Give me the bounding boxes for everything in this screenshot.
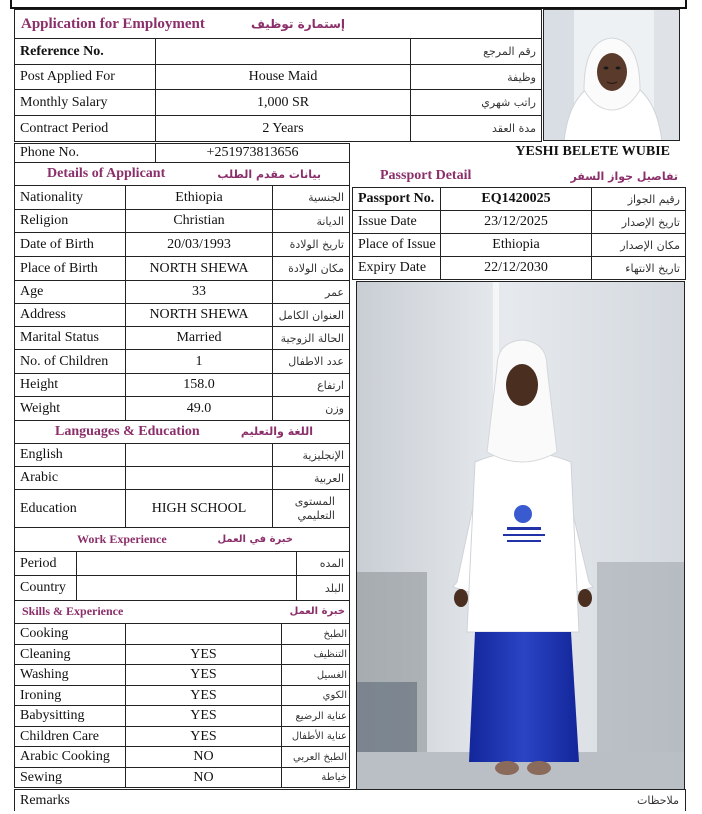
- skill-row-label-ar: التنظيف: [281, 644, 350, 665]
- work-row-value: [76, 575, 297, 601]
- work-row-value: [76, 551, 297, 576]
- passport-row-label: Place of Issue: [352, 233, 441, 257]
- applicant-row-label-ar: وزن: [272, 396, 350, 421]
- language-row-label: Arabic: [14, 466, 126, 490]
- passport-title-en: Passport Detail: [380, 168, 472, 183]
- skill-row-label: Babysitting: [14, 705, 126, 727]
- portrait-photo: [543, 9, 680, 141]
- applicant-row-label: Religion: [14, 209, 126, 233]
- skill-row-value: [125, 623, 282, 645]
- top-row-label-ar: رقم المرجع: [410, 38, 542, 65]
- passport-row-label-ar: تاريخ الانتهاء: [591, 256, 686, 280]
- applicant-row-label: Nationality: [14, 185, 126, 210]
- work-section-title: [14, 528, 350, 551]
- skill-row-value: YES: [125, 644, 282, 665]
- passport-row-value: 22/12/2030: [440, 256, 592, 280]
- skill-row-value: NO: [125, 746, 282, 768]
- education-label-ar: [272, 489, 350, 528]
- skill-row-label-ar: عناية الأطفال: [281, 726, 350, 747]
- top-row-label: Post Applied For: [14, 64, 156, 90]
- applicant-row-label: Address: [14, 303, 126, 327]
- applicant-title-en: Details of Applicant: [47, 166, 166, 181]
- phone-label: Phone No.: [14, 143, 156, 163]
- form-title-en: Application for Employment: [21, 15, 205, 32]
- applicant-row-label-ar: الجنسية: [272, 185, 350, 210]
- applicant-row-value: 20/03/1993: [125, 232, 273, 257]
- applicant-row-label-ar: الحالة الزوجية: [272, 326, 350, 350]
- languages-title-en: Languages & Education: [55, 423, 200, 439]
- language-row-value: [125, 443, 273, 467]
- form-title-ar: إستمارة توظيف: [250, 17, 345, 31]
- candidate-name: YESHI BELETE WUBIE: [515, 144, 670, 159]
- passport-row-label-ar: تاريخ الإصدار: [591, 210, 686, 234]
- language-row-label-ar: العربية: [272, 466, 350, 490]
- passport-section-title: [352, 165, 686, 187]
- skill-row-label-ar: الغسيل: [281, 664, 350, 686]
- applicant-row-label: Marital Status: [14, 326, 126, 350]
- applicant-row-value: 1: [125, 349, 273, 374]
- work-row-label: Period: [14, 551, 77, 576]
- applicant-row-label: Date of Birth: [14, 232, 126, 257]
- skill-row-label: Ironing: [14, 685, 126, 706]
- full-body-photo: [356, 281, 685, 790]
- top-frame-line: [10, 0, 687, 9]
- applicant-row-label: No. of Children: [14, 349, 126, 374]
- language-row-value: [125, 466, 273, 490]
- remarks-label: Remarks: [20, 792, 70, 808]
- work-row-label-ar: المده: [296, 551, 350, 576]
- languages-section-title: [14, 420, 350, 443]
- language-row-label-ar: الإنجليزية: [272, 443, 350, 467]
- top-row-label: Monthly Salary: [14, 89, 156, 116]
- skill-row-label: Children Care: [14, 726, 126, 747]
- education-value: HIGH SCHOOL: [125, 489, 273, 528]
- applicant-row-label-ar: ارتفاع: [272, 373, 350, 397]
- skill-row-label-ar: الطبخ العربي: [281, 746, 350, 768]
- applicant-row-value: Ethiopia: [125, 185, 273, 210]
- skill-row-value: NO: [125, 767, 282, 788]
- skill-row-label: Arabic Cooking: [14, 746, 126, 768]
- applicant-row-value: Married: [125, 326, 273, 350]
- skill-row-value: YES: [125, 685, 282, 706]
- portrait-image: [544, 10, 680, 141]
- applicant-row-label: Age: [14, 280, 126, 304]
- top-row-value: 2 Years: [155, 115, 411, 142]
- passport-row-value: 23/12/2025: [440, 210, 592, 234]
- applicant-row-label: Height: [14, 373, 126, 397]
- skills-title-en: Skills & Experience: [22, 604, 124, 618]
- applicant-row-label-ar: العنوان الكامل: [272, 303, 350, 327]
- skill-row-value: YES: [125, 705, 282, 727]
- skill-row-label-ar: الكوي: [281, 685, 350, 706]
- skills-section-title: [14, 600, 350, 623]
- passport-row-value: EQ1420025: [440, 187, 592, 211]
- applicant-row-value: NORTH SHEWA: [125, 256, 273, 281]
- applicant-row-label-ar: عمر: [272, 280, 350, 304]
- applicant-row-label-ar: عدد الاطفال: [272, 349, 350, 374]
- applicant-row-value: Christian: [125, 209, 273, 233]
- education-ar-line2: التعليمي: [297, 508, 335, 522]
- skill-row-value: YES: [125, 664, 282, 686]
- phone-value: +251973813656: [155, 143, 350, 163]
- skill-row-value: YES: [125, 726, 282, 747]
- skill-row-label: Cooking: [14, 623, 126, 645]
- remarks-label-ar: ملاحظات: [637, 794, 679, 807]
- applicant-row-value: 158.0: [125, 373, 273, 397]
- passport-row-label-ar: مكان الإصدار: [591, 233, 686, 257]
- skill-row-label: Sewing: [14, 767, 126, 788]
- top-row-label-ar: مدة العقد: [410, 115, 542, 142]
- form-title-bar: [14, 9, 542, 38]
- passport-row-label-ar: رقيم الجواز: [591, 187, 686, 211]
- skill-row-label-ar: خياطة: [281, 767, 350, 788]
- top-row-label: Reference No.: [14, 38, 156, 65]
- passport-row-label: Expiry Date: [352, 256, 441, 280]
- passport-row-label: Passport No.: [352, 187, 441, 211]
- applicant-row-label-ar: مكان الولادة: [272, 256, 350, 281]
- full-body-image: [357, 282, 685, 790]
- work-row-label: Country: [14, 575, 77, 601]
- language-row-label: English: [14, 443, 126, 467]
- skills-title-ar: خبرة العمل: [289, 606, 345, 617]
- skill-row-label-ar: الطبخ: [281, 623, 350, 645]
- passport-title-ar: تفاصيل جواز السفر: [570, 169, 678, 183]
- applicant-row-value: NORTH SHEWA: [125, 303, 273, 327]
- passport-row-value: Ethiopia: [440, 233, 592, 257]
- applicant-section-title: [14, 163, 350, 185]
- work-title-en: Work Experience: [77, 532, 167, 546]
- skill-row-label: Washing: [14, 664, 126, 686]
- education-ar-line1: المستوى: [294, 494, 335, 508]
- skill-row-label: Cleaning: [14, 644, 126, 665]
- top-row-value: [155, 38, 411, 65]
- top-row-value: 1,000 SR: [155, 89, 411, 116]
- top-row-label: Contract Period: [14, 115, 156, 142]
- applicant-row-label: Place of Birth: [14, 256, 126, 281]
- work-title-ar: خبرة في العمل: [217, 534, 293, 545]
- work-row-label-ar: البلد: [296, 575, 350, 601]
- applicant-row-label-ar: الديانة: [272, 209, 350, 233]
- languages-title-ar: اللغة والتعليم: [240, 425, 313, 438]
- applicant-row-value: 49.0: [125, 396, 273, 421]
- applicant-row-label: Weight: [14, 396, 126, 421]
- skill-row-label-ar: عناية الرضيع: [281, 705, 350, 727]
- top-row-label-ar: راتب شهري: [410, 89, 542, 116]
- remarks-row: [14, 789, 686, 811]
- education-label: Education: [14, 489, 126, 528]
- passport-row-label: Issue Date: [352, 210, 441, 234]
- applicant-title-ar: بيانات مقدم الطلب: [217, 167, 321, 181]
- top-row-label-ar: وظيفة: [410, 64, 542, 90]
- applicant-row-label-ar: تاريخ الولادة: [272, 232, 350, 257]
- top-row-value: House Maid: [155, 64, 411, 90]
- applicant-row-value: 33: [125, 280, 273, 304]
